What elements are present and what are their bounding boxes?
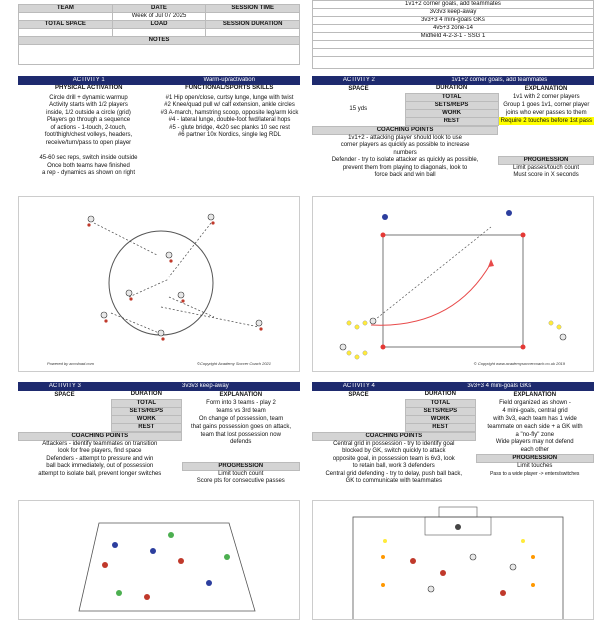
explanation-line: Group 1 goes 1v1, corner player <box>503 101 590 108</box>
diagram-copyright: ©Copyright Academy Soccer Coach 2021 <box>197 361 271 366</box>
explanation-line: 1v1 with 2 corner players <box>512 93 580 100</box>
space-header: SPACE <box>312 85 405 93</box>
activity-1 <box>18 76 300 178</box>
explanation-line: 4 mini-goals, central grid <box>502 407 568 414</box>
corner-goals-diagram <box>313 197 594 372</box>
rest-label: REST <box>405 423 476 431</box>
sets-reps-label: SETS/REPS <box>111 407 182 415</box>
text-line: Circle drill + dynamic warmup <box>49 94 128 101</box>
session-duration-label: SESSION DURATION <box>206 21 300 29</box>
space-value[interactable] <box>312 399 405 407</box>
text-line: GK to communicate with teammates <box>345 478 442 485</box>
activity-2-label: ACTIVITY 2 <box>313 77 406 85</box>
total-label: TOTAL <box>405 399 476 407</box>
text-line: 45-60 sec reps, switch inside outside <box>39 155 138 162</box>
session-info-table <box>18 4 300 65</box>
text-line: corner players as quickly as possible to increase <box>340 142 470 149</box>
circle-drill-diagram <box>19 197 300 372</box>
keep-away-diagram <box>19 501 300 620</box>
activity-3-diagram <box>18 500 300 620</box>
activity-3-title: 3v3v3 keep-away <box>111 383 299 391</box>
progression-line: Limit touches <box>517 463 553 470</box>
load-value[interactable] <box>112 29 206 37</box>
text-line: foot/thigh/chest volleys, headers, <box>44 132 133 139</box>
sets-reps-label: SETS/REPS <box>405 407 476 415</box>
explanation-line: each other <box>520 446 549 453</box>
explanation-line: with 3v3, each team has 1 wide <box>493 415 577 422</box>
progression-line: Pass to a wide player -> enters/switches <box>490 470 580 477</box>
list-item: 1v1+2 corner goals, add teammates <box>313 1 594 9</box>
text-line: Defender - try to isolate attacker as quickly as possible, <box>331 157 479 164</box>
rest-label: REST <box>111 423 182 431</box>
explanation-line: team that lost possession now <box>200 431 281 438</box>
activity-4-diagram <box>312 500 594 620</box>
explanation-line: teammate on each side + a GK with <box>487 423 583 430</box>
functional-skills-header: FUNCTIONAL/SPORTS SKILLS <box>159 85 300 93</box>
coaching-points-text <box>312 135 498 181</box>
progression-header: PROGRESSION <box>499 156 594 164</box>
activity-2-diagram <box>312 196 594 372</box>
text-line: attempt to isolate ball, prevent longer switches <box>38 470 162 477</box>
explanation-highlight: Require 2 touches before 1st pass <box>498 117 594 125</box>
text-line: #1 Hip open/close, curtsy lunge, lunge with twist <box>165 94 294 101</box>
text-line: Central grid defending - try to delay, push ball back, <box>325 470 463 477</box>
text-line: Activity starts with 1/2 players <box>49 102 128 109</box>
duration-header: DURATION <box>405 85 498 93</box>
text-line: look for free players, find space <box>58 448 142 455</box>
text-line: Attackers - identify teammates on transition <box>42 440 158 447</box>
progression-header: PROGRESSION <box>476 455 593 463</box>
progression-text <box>182 471 300 486</box>
work-label: WORK <box>405 109 498 117</box>
coaching-points-header: COACHING POINTS <box>313 126 498 134</box>
text-line: Defenders - attempt to pressure and win <box>46 455 154 462</box>
session-duration-value[interactable] <box>206 29 300 37</box>
text-line: Limit passes/touch count <box>513 164 580 171</box>
list-item: 3v3v3 keep-away <box>313 9 594 17</box>
explanation-header: EXPLANATION <box>498 85 594 93</box>
activity-list <box>312 0 594 69</box>
explanation-line: Field organized as shown - <box>499 399 571 406</box>
activity-1-label: ACTIVITY 1 <box>19 77 160 85</box>
mini-goals-diagram <box>313 501 594 620</box>
date-value[interactable]: Week of Jul 07 2025 <box>112 13 206 21</box>
text-line: Players go through a sequence <box>46 117 131 124</box>
text-line: #4 - lateral lunge, double-foot fwd/lateral hops <box>168 117 291 124</box>
list-item <box>313 41 594 49</box>
space-header: SPACE <box>312 391 405 399</box>
text-line: Must score in X seconds <box>513 172 579 179</box>
activity-1-title: Warm-up/activation <box>159 77 300 85</box>
space-header: SPACE <box>18 391 111 399</box>
work-label: WORK <box>405 415 476 423</box>
list-item <box>313 49 594 57</box>
text-line: Limit touch count <box>218 470 264 477</box>
team-label: TEAM <box>19 5 113 13</box>
physical-activation-text <box>18 95 159 179</box>
text-line: Central grid in possession - try to identify goal <box>333 440 455 447</box>
total-space-value[interactable] <box>19 29 113 37</box>
diagram-copyright: © Copyright www.academysoccercoach.co.uk 2019 <box>473 361 565 366</box>
text-line: blocked by GK, switch quickly to attack <box>342 448 446 455</box>
load-label: LOAD <box>112 21 206 29</box>
text-line: to retain ball, work 3 defenders <box>352 463 435 470</box>
activity-2-title: 1v1+2 corner goals, add teammates <box>405 77 593 85</box>
activity-3-label: ACTIVITY 3 <box>19 383 112 391</box>
notes-field[interactable] <box>19 45 300 65</box>
coaching-points-header: COACHING POINTS <box>313 432 476 440</box>
text-line: ball back immediately, out of possession <box>46 463 154 470</box>
total-space-label: TOTAL SPACE <box>19 21 113 29</box>
text-line: numbers <box>393 149 417 156</box>
work-label: WORK <box>111 415 182 423</box>
coaching-points-text <box>18 441 182 479</box>
list-item: 3v3+3 4 mini-goals GKs <box>313 17 594 25</box>
space-value[interactable]: 15 yds <box>349 105 368 112</box>
activity-3 <box>18 382 300 486</box>
text-line: inside, 1/2 outside a circle (grid) <box>46 109 131 116</box>
text-line: #6 partner 10x Nordics, single leg RDL <box>177 132 282 139</box>
explanation-line: Form into 3 teams - play 2 <box>206 399 276 406</box>
activity-2 <box>312 76 594 180</box>
duration-header: DURATION <box>405 391 476 399</box>
team-value[interactable] <box>19 13 113 21</box>
diagram-credit: Powered by accoload.com <box>47 361 94 366</box>
explanation-line: teams vs 3rd team <box>216 407 266 414</box>
sets-reps-label: SETS/REPS <box>405 101 498 109</box>
text-line: #2 Knee/quad pull w/ calf extension, ankle circles <box>164 102 295 109</box>
session-time-label: SESSION TIME <box>206 5 300 13</box>
rest-label: REST <box>405 117 498 125</box>
text-line: prevent them from playing to diagonals, look to <box>342 164 468 171</box>
text-line: #3 A-march, hamstring scoop, opposite leg/arm kick <box>160 109 299 116</box>
explanation-line: On change of possession, team <box>198 415 284 422</box>
text-line: #5 - glute bridge, 4x20 sec planks 10 sec rest <box>169 124 290 131</box>
text-line: Once both teams have finished <box>47 162 130 169</box>
explanation-line: Wide players may not defend <box>495 439 574 446</box>
explanation-line: defends <box>230 439 252 446</box>
explanation-header: EXPLANATION <box>182 391 300 399</box>
physical-activation-header: PHYSICAL ACTIVATION <box>19 85 160 93</box>
duration-header: DURATION <box>111 391 182 399</box>
total-label: TOTAL <box>111 399 182 407</box>
explanation-line: a "no-fly" zone <box>515 431 555 438</box>
text-line: Score pts for consecutive passes <box>196 478 285 485</box>
progression-text <box>498 165 594 180</box>
list-item: Midfield 4-2-3-1 - SSG 1 <box>313 33 594 41</box>
list-item <box>313 57 594 69</box>
list-item: 4v5+3 zone-14 <box>313 25 594 33</box>
space-value[interactable] <box>18 399 111 407</box>
session-time-value[interactable] <box>206 13 300 21</box>
progression-header: PROGRESSION <box>182 462 299 470</box>
activity-4-label: ACTIVITY 4 <box>313 383 406 391</box>
text-line <box>18 148 159 156</box>
text-line: force back and win ball <box>374 172 436 179</box>
activity-4 <box>312 382 594 486</box>
coaching-points-header: COACHING POINTS <box>19 432 182 440</box>
coaching-points-text <box>312 441 476 487</box>
text-line: a rep - dynamics as shown on right <box>41 170 136 177</box>
text-line: of actions - 1-touch, 2-touch, <box>50 124 127 131</box>
text-line: 1v1+2 - attacking player should look to use <box>348 134 462 141</box>
notes-label: NOTES <box>19 37 300 45</box>
date-label: DATE <box>112 5 206 13</box>
explanation-header: EXPLANATION <box>476 391 594 399</box>
text-line: receive/turn/pass to open player <box>45 140 132 147</box>
total-label: TOTAL <box>405 93 498 101</box>
explanation-line: joins who ever passes to them <box>505 109 587 116</box>
activity-4-title: 3v3+3 4 mini-goals GKs <box>405 383 593 391</box>
text-line: opposite goal, in possession team is 6v3, look <box>332 455 455 462</box>
explanation-line: that gains possession goes on attack, <box>190 423 292 430</box>
activity-1-diagram <box>18 196 300 372</box>
functional-skills-text <box>159 95 300 179</box>
